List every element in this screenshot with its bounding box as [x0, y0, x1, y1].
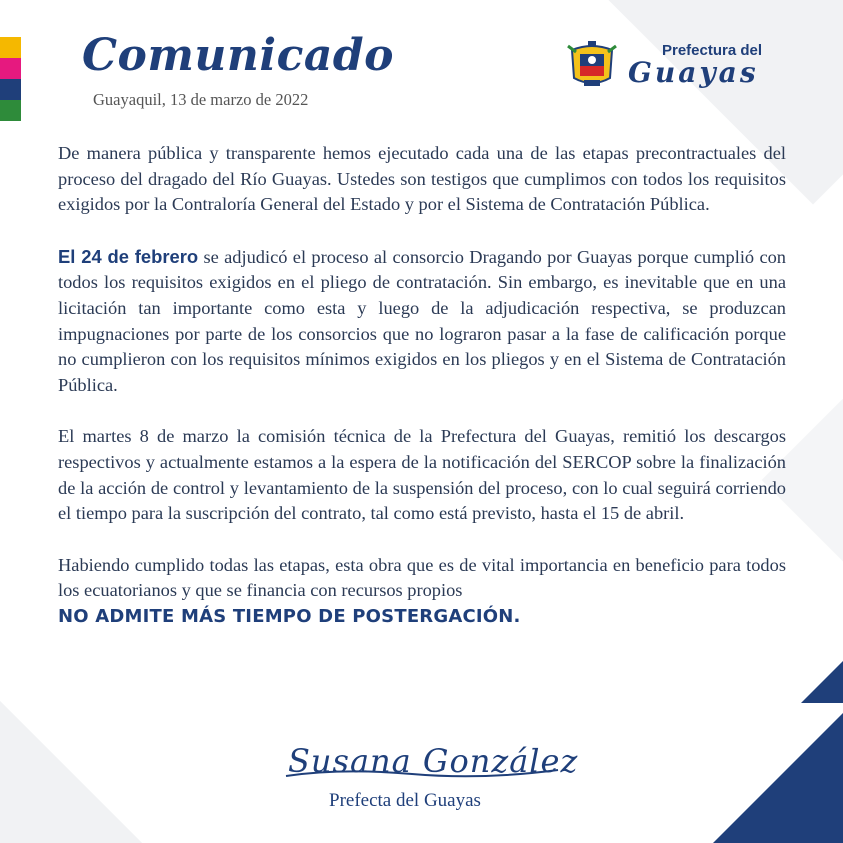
closing-statement: NO ADMITE MÁS TIEMPO DE POSTERGACIÓN. [58, 605, 521, 627]
brand-line-top: Prefectura del [662, 42, 763, 59]
corner-accent [713, 713, 843, 843]
color-strip [0, 37, 21, 121]
background-watermark [0, 681, 192, 843]
strip-magenta [0, 58, 21, 79]
paragraph-2-text: se adjudicó el proceso al consorcio Dragando por Guayas porque cumplió con todos los requisitos exigidos en el pliego de contratación. Sin embargo, es inevitable que en una licitación tan importante como esta y luego de la adjudicación respectiva, se produzcan impugnaciones por parte de los consorcios que no lograron pasar a la fase de calificación porque no cumplieron con los requisitos mínimos exigidos en los pliegos y en el Sistema de Contratación Pública. [58, 246, 786, 395]
date-line: Guayaquil, 13 de marzo de 2022 [93, 90, 309, 109]
paragraph-3: El martes 8 de marzo la comisión técnica de la Prefectura del Guayas, remitió los descargos respectivos y actualmente estamos a la espera de la notificación del SERCOP sobre la finalización de la acción de control y levantamiento de la suspensión del proceso, con lo cual seguirá corriendo el tiempo para la suscripción del contrato, tal como está previsto, hasta el 15 de abril. [58, 426, 786, 524]
paragraph-4 [58, 553, 786, 630]
paragraph-1: De manera pública y transparente hemos ejecutado cada una de las etapas precontractuales del proceso del dragado del Río Guayas. Ustedes son testigos que cumplimos con todos los requisitos exigidos por la Contraloría General del Estado y por el Sistema de Contratación Pública. [58, 143, 786, 215]
handwritten-signature: Susana González [288, 742, 579, 780]
brand-line-bottom: Guayas [628, 56, 759, 89]
signatory-role: Prefecta del Guayas [329, 790, 481, 811]
communique-body [58, 141, 786, 630]
prefectura-logo [566, 38, 806, 93]
coat-of-arms-icon [566, 40, 618, 90]
corner-accent-small [801, 661, 843, 703]
strip-green [0, 100, 21, 121]
highlight-date: El 24 de febrero [58, 245, 199, 267]
strip-yellow [0, 37, 21, 58]
signature-flourish [282, 764, 562, 786]
page-title: Comunicado [82, 30, 395, 81]
paragraph-2 [58, 244, 786, 399]
paragraph-4-text: Habiendo cumplido todas las etapas, esta obra que es de vital importancia en beneficio para todos los ecuatorianos y que se financia con recursos propios [58, 554, 786, 601]
strip-blue [0, 79, 21, 100]
